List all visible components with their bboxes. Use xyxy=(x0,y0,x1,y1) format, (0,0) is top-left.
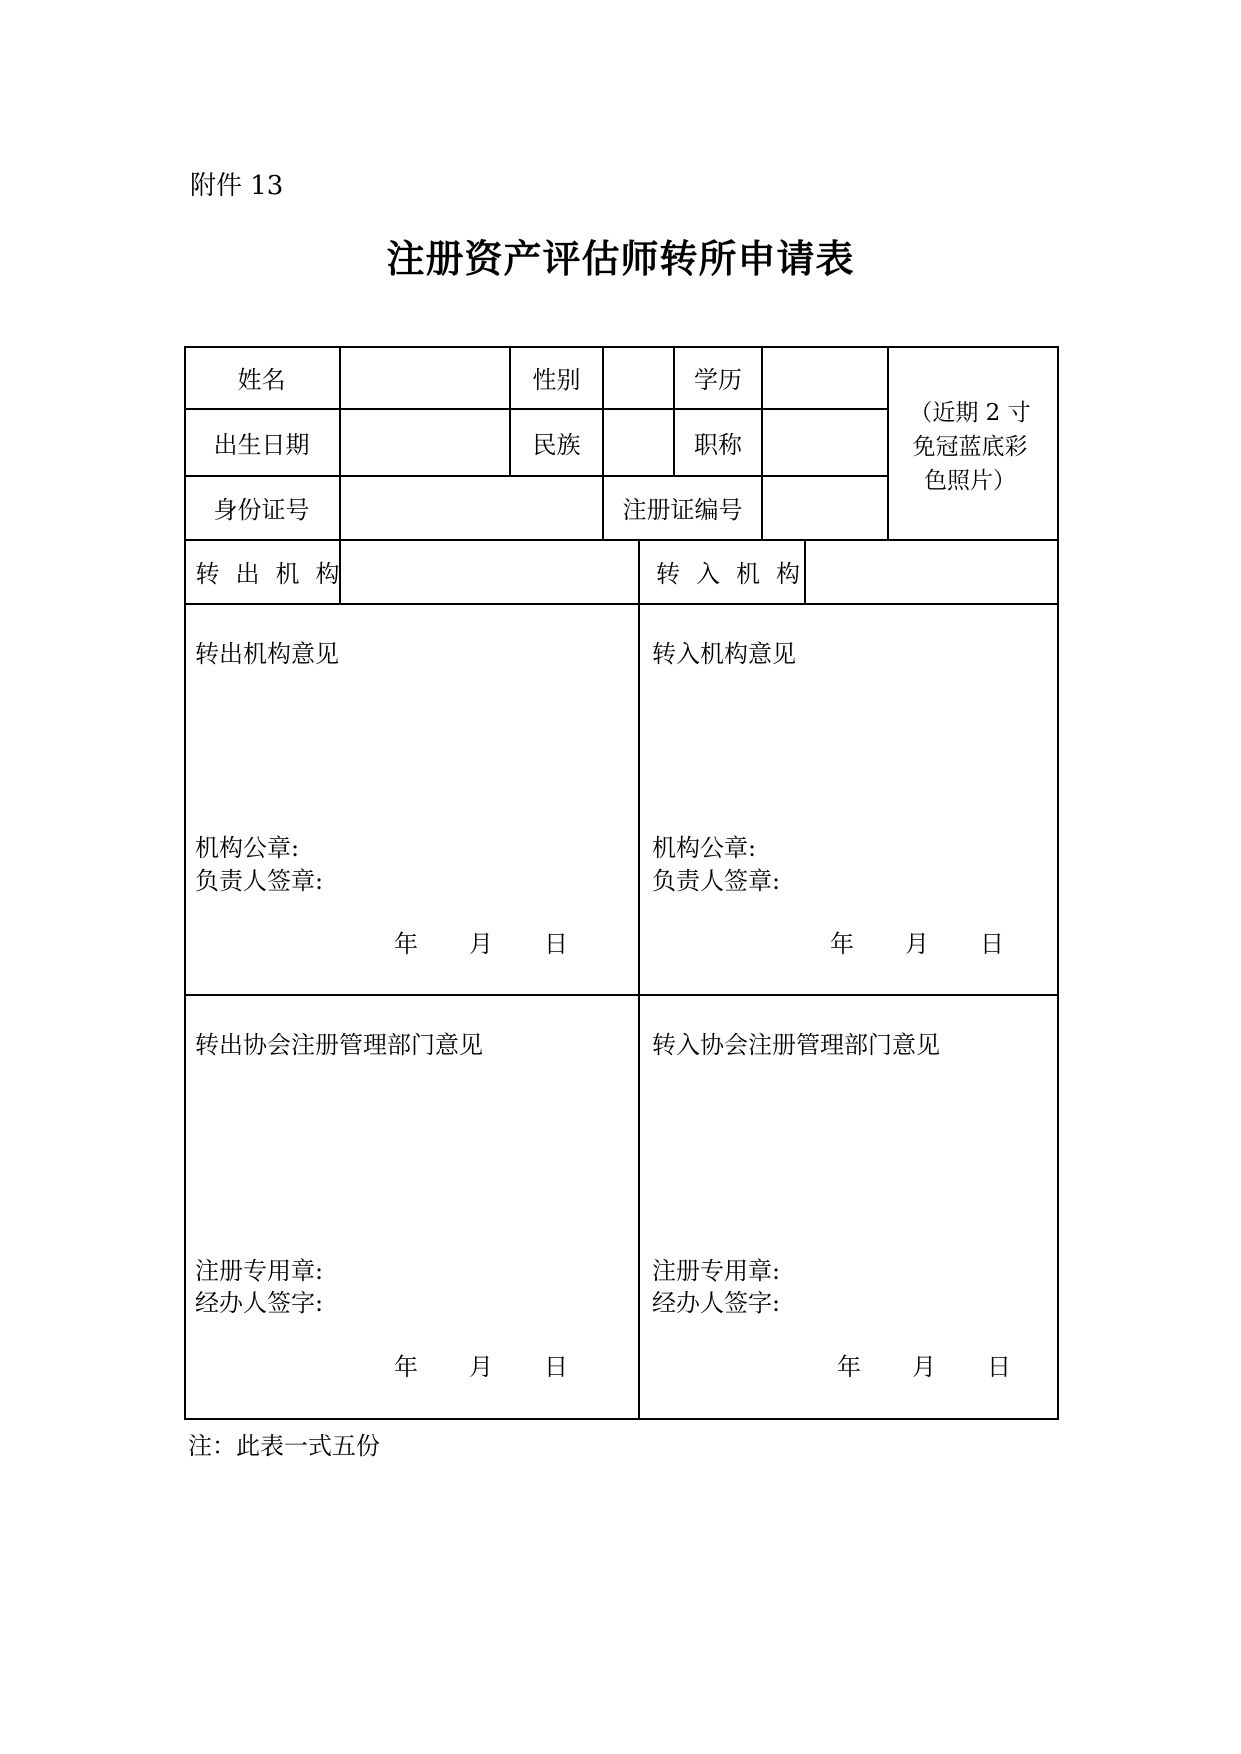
gender-field[interactable] xyxy=(604,346,673,408)
title-rank-field[interactable] xyxy=(763,409,887,475)
from-assoc-date-year: 年 xyxy=(394,1353,418,1381)
to-org-date-month: 月 xyxy=(905,930,929,958)
to-assoc-date-day: 日 xyxy=(987,1353,1011,1381)
photo-note-line-2: 免冠蓝底彩 xyxy=(912,434,1028,460)
from-org-seal-label: 机构公章: xyxy=(195,834,300,862)
name-label: 姓名 xyxy=(237,365,286,394)
to-org-opinion-box[interactable] xyxy=(640,604,1057,994)
from-org-opinion-box[interactable] xyxy=(184,604,638,994)
cert-number-label: 注册证编号 xyxy=(622,496,743,524)
to-assoc-seal-label: 注册专用章: xyxy=(652,1257,781,1285)
border-bottom xyxy=(184,1418,1059,1420)
from-org-field[interactable] xyxy=(341,540,638,603)
to-org-sign-label: 负责人签章: xyxy=(652,867,781,895)
to-org-field[interactable] xyxy=(806,540,1057,603)
birth-date-field[interactable] xyxy=(341,409,509,475)
to-org-date-year: 年 xyxy=(830,930,854,958)
education-field[interactable] xyxy=(763,346,887,408)
from-org-date-month: 月 xyxy=(469,930,493,958)
from-org-sign-label: 负责人签章: xyxy=(195,867,324,895)
to-org-date-day: 日 xyxy=(980,930,1004,958)
attachment-label: 附件 13 xyxy=(190,171,284,201)
title-rank-label: 职称 xyxy=(694,430,742,459)
from-assoc-date-month: 月 xyxy=(469,1353,493,1381)
from-assoc-seal-label: 注册专用章: xyxy=(195,1257,324,1285)
to-org-label: 转入机构 xyxy=(656,560,816,588)
to-assoc-date-month: 月 xyxy=(912,1353,936,1381)
from-assoc-date-day: 日 xyxy=(544,1353,568,1381)
from-org-date-day: 日 xyxy=(544,930,568,958)
from-org-label: 转出机构 xyxy=(195,560,356,588)
name-field[interactable] xyxy=(341,346,509,408)
photo-note-line-3: 色照片） xyxy=(924,468,1016,494)
from-org-date-year: 年 xyxy=(394,930,418,958)
id-number-field[interactable] xyxy=(341,476,602,539)
education-label: 学历 xyxy=(694,365,742,394)
from-assoc-opinion-heading: 转出协会注册管理部门意见 xyxy=(195,1031,483,1059)
border-right xyxy=(1057,346,1059,1420)
id-number-label: 身份证号 xyxy=(213,496,310,524)
to-assoc-date-year: 年 xyxy=(837,1353,861,1381)
form-title: 注册资产评估师转所申请表 xyxy=(386,236,855,281)
cert-number-field[interactable] xyxy=(763,476,887,539)
to-org-seal-label: 机构公章: xyxy=(652,834,757,862)
gender-label: 性别 xyxy=(532,365,581,394)
photo-placeholder[interactable] xyxy=(888,396,1052,498)
from-assoc-opinion-box[interactable] xyxy=(184,995,638,1418)
from-assoc-sign-label: 经办人签字: xyxy=(195,1289,324,1317)
to-org-opinion-heading: 转入机构意见 xyxy=(652,640,796,668)
to-assoc-opinion-box[interactable] xyxy=(640,995,1057,1418)
from-org-opinion-heading: 转出机构意见 xyxy=(195,640,339,668)
ethnicity-label: 民族 xyxy=(532,430,581,459)
to-assoc-sign-label: 经办人签字: xyxy=(652,1289,781,1317)
ethnicity-field[interactable] xyxy=(604,409,673,475)
birth-date-label: 出生日期 xyxy=(213,430,310,459)
to-assoc-opinion-heading: 转入协会注册管理部门意见 xyxy=(652,1031,940,1059)
footnote: 注：此表一式五份 xyxy=(188,1432,380,1460)
application-form xyxy=(184,346,1059,1420)
photo-note-line-1: （近期 2 寸 xyxy=(909,400,1031,426)
